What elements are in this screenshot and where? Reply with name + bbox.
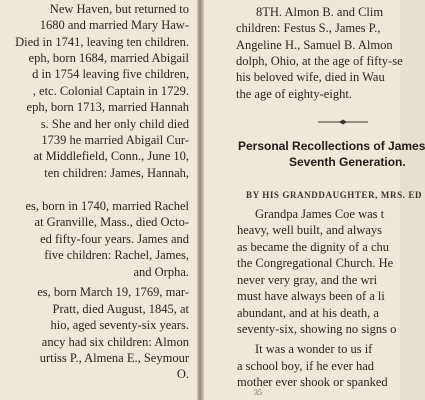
right-line: abundant, and at his death, a [237,306,379,320]
byline: BY HIS GRANDDAUGHTER, MRS. ED [246,190,423,200]
right-line: seventy-six, showing no signs o [237,322,397,336]
left-line: eph, born 1713, married Hannah [26,100,189,114]
right-line: the Congregational Church. He [237,256,394,270]
left-line: urtiss P., Almena E., Seymour [39,351,189,365]
section-heading-line-1: Personal Recollections of James [238,139,425,153]
book-gutter [197,0,204,400]
right-line: children: Festus S., James P., [236,21,381,35]
right-line: as became the dignity of a chu [237,240,390,254]
right-line: his beloved wife, died in Wau [236,70,385,84]
left-page [0,0,197,400]
right-page [204,0,425,400]
left-line: five children: Rachel, James, [44,248,189,262]
right-line: a school boy, if he ever had [237,359,374,373]
left-line: and Orpha. [133,265,189,279]
left-line: 1680 and married Mary Haw- [39,18,189,32]
left-line: Died in 1741, leaving ten children. [15,35,189,49]
left-line: at Granville, Mass., died Octo- [34,215,189,229]
right-line: Grandpa James Coe was t [255,207,385,221]
left-line: ten children: James, Hannah, [44,166,189,180]
right-line: Angeline H., Samuel B. Almon [236,38,393,52]
left-line: es, born March 19, 1769, mar- [37,285,189,299]
section-heading-line-2: Seventh Generation. [289,155,406,169]
left-line: ed fifty-four years. James and [40,232,189,246]
right-line: never very gray, and the wri [237,273,378,287]
left-line: at Middlefield, Conn., June 10, [33,149,189,163]
left-line: O. [176,367,189,381]
left-line: New Haven, but returned to [49,2,189,16]
left-line: Pratt, died August, 1845, at [52,302,189,316]
left-line: hio, aged seventy-six years. [50,318,189,332]
left-line: es, born in 1740, married Rachel [25,199,189,213]
right-line: heavy, well built, and always [237,223,382,237]
left-line: , etc. Colonial Captain in 1729. [32,84,189,98]
left-line: 1739 he married Abigail Cur- [41,133,189,147]
left-line: ancy had six children: Almon [41,335,189,349]
right-line: mother ever shook or spanked [237,375,388,389]
right-line: the age of eighty-eight. [236,87,352,101]
right-line: 8TH. Almon B. and Clim [256,5,384,19]
right-line: must have always been of a li [237,289,385,303]
ornament-divider [316,119,370,125]
page-number: 35 [254,388,262,397]
right-line: It was a wonder to us if [255,342,373,356]
left-line: eph, born 1684, married Abigail [28,51,189,65]
right-line: dolph, Ohio, at the age of fifty-se [236,54,403,68]
left-line: d in 1754 leaving five children, [32,67,189,81]
left-line: s. She and her only child died [40,117,189,131]
